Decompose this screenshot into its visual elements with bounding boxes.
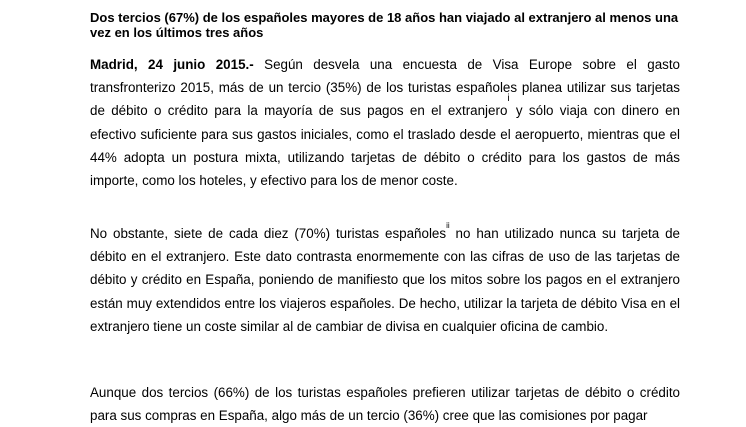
paragraph-1-text-b: y sólo viaja con dinero en efectivo suficiente para sus gastos iniciales, como el traslado desde el aeropuerto, mientras que el 44% adopta un postura mixta, utilizando tarjetas de débito o crédito para los gastos de más importe, como los hoteles, y efectivo para los de menor coste. (90, 103, 680, 189)
paragraph-2 (90, 222, 680, 338)
footnote-ref-ii[interactable]: ii (446, 221, 450, 230)
dateline: Madrid, 24 junio 2015.- (90, 57, 254, 72)
paragraph-3: Aunque dos tercios (66%) de los turistas españoles prefieren utilizar tarjetas de débito o crédito para sus compras en España, algo más de un tercio (36%) cree que las comisiones por pagar (90, 385, 680, 424)
paragraph-2-text-b: no han utilizado nunca su tarjeta de débito en el extranjero. Este dato contrasta enormemente con las cifras de uso de las tarjetas de débito y crédito en España, poniendo de manifiesto que los mitos sobre los pagos en el extranjero están muy extendidos entre los viajeros españoles. De hecho, utilizar la tarjeta de débito Visa en el extranjero tiene un coste similar al de cambiar de divisa en cualquier oficina de cambio. (90, 226, 680, 334)
footnote-ref-i[interactable]: i (507, 93, 510, 105)
paragraph-2-text-a: No obstante, siete de cada diez (70%) turistas españoles (90, 226, 447, 241)
document-title: Dos tercios (67%) de los españoles mayores de 18 años han viajado al extranjero al menos una vez en los últimos tres años (90, 10, 679, 40)
paragraph-1 (90, 53, 680, 192)
paragraph-1-text-a: Según desvela una encuesta de Visa Europe sobre el gasto transfronterizo 2015, más de un tercio (35%) de los turistas españoles planea utilizar sus tarjetas de débito o crédito para la mayoría de sus pagos en el extranjero (90, 57, 681, 119)
